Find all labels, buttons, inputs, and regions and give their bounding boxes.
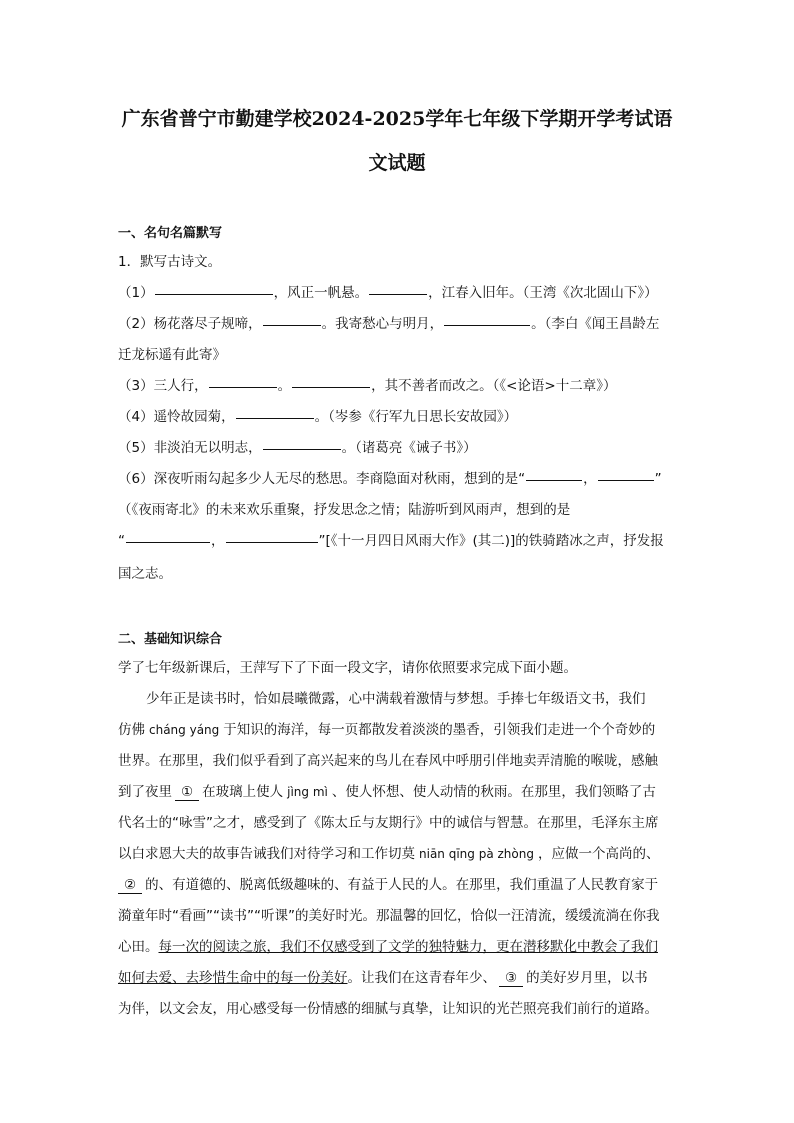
item-text: （3）三人行， xyxy=(118,378,208,394)
question-item-6 xyxy=(118,467,662,487)
item-text: 。（诸葛亮《诫子书》） xyxy=(341,440,477,456)
question-label: 1．默写古诗文。 xyxy=(118,254,222,270)
underlined-sentence: 每一次的阅读之旅，我们不仅感受到了文学的独特魅力，更在潜移默化中教会了我们 xyxy=(158,939,658,955)
question-item-3 xyxy=(118,374,616,394)
passage-line: 世界。在那里，我们似乎看到了高兴起来的鸟儿在春风中呼朋引伴地卖弄清脆的喉咙，感触 xyxy=(118,753,658,769)
answer-blank[interactable] xyxy=(263,448,341,450)
fill-blank-2[interactable]: ② xyxy=(118,878,142,894)
item-text: （2）杨花落尽子规啼， xyxy=(118,316,262,332)
passage-text: 仿佛 xyxy=(118,722,145,738)
question-item-6-cont3: 国之志。 xyxy=(118,566,172,582)
passage-line xyxy=(118,842,659,862)
question-item-2-cont: 迁龙标遥有此寄》 xyxy=(118,347,226,363)
question-item-5 xyxy=(118,436,477,456)
passage-line xyxy=(118,780,656,801)
item-text: ，风正一帆悬。 xyxy=(273,285,369,301)
document-title-continued: 文试题 xyxy=(368,152,426,174)
section-heading: 一、名句名篇默写 xyxy=(118,226,223,241)
answer-blank[interactable] xyxy=(369,293,427,295)
question-item-2 xyxy=(118,312,659,332)
answer-blank[interactable] xyxy=(263,324,321,326)
passage-text: 、使人怀想、使人动情的秋雨。在那里，我们领略了古 xyxy=(331,784,656,800)
fill-blank-1[interactable]: ① xyxy=(175,785,199,801)
item-text: （4）遥怜故园菊， xyxy=(118,409,235,425)
question-item-6-cont2 xyxy=(118,529,664,549)
passage-text: 的美好岁月里，以书 xyxy=(526,970,648,986)
question-item-4 xyxy=(118,405,517,425)
passage-text: 到了夜里 xyxy=(118,784,172,800)
passage-text: 的、有道德的、脱离低级趣味的、有益于人民的人。在那里，我们重温了人民教育家于 xyxy=(145,877,659,893)
underlined-sentence: 如何去爱、去珍惜生命中的每一份美好 xyxy=(118,970,348,986)
passage-line: 漪童年时“看画”“读书”“听课”的美好时光。那温馨的回忆，恰似一汪清流，缓缓流淌在你我 xyxy=(118,908,660,924)
item-text: “ xyxy=(118,533,125,549)
passage-text: ，应做一个高尚的、 xyxy=(537,846,660,862)
passage-text: 。让我们在这青春年少、 xyxy=(347,970,496,986)
item-text: （6）深夜听雨勾起多少人无尽的愁思。李商隐面对秋雨，想到的是“ xyxy=(118,471,526,487)
item-text: ，其不善者而改之。（《<论语>十二章》） xyxy=(371,378,617,394)
item-text: 。（岑参《行军九日思长安故园》） xyxy=(314,409,518,425)
pinyin-prompt: niān qīng pà zhòng xyxy=(419,847,534,861)
pinyin-prompt: cháng yáng xyxy=(149,723,220,737)
question-item-6-cont: （《夜雨寄北》的未来欢乐重聚，抒发思念之情；陆游听到风雨声，想到的是 xyxy=(118,502,571,518)
passage-line xyxy=(118,873,658,894)
passage-text: 以白求恩大夫的故事告诫我们对待学习和工作切莫 xyxy=(118,846,415,862)
fill-blank-3[interactable]: ③ xyxy=(499,971,523,987)
passage-line: 为伴，以文会友，用心感受每一份情感的细腻与真挚，让知识的光芒照亮我们前行的道路。 xyxy=(118,1001,658,1017)
answer-blank[interactable] xyxy=(526,479,582,481)
answer-blank[interactable] xyxy=(226,541,318,543)
passage-text: 于知识的海洋，每一页都散发着淡淡的墨香，引领我们走进一个个奇妙的 xyxy=(223,722,656,738)
passage-text: 在玻璃上使人 xyxy=(202,784,284,800)
item-text: 。（李白《闻王昌龄左 xyxy=(531,316,660,332)
question-item-1 xyxy=(118,281,658,301)
passage-text: 心田。 xyxy=(118,939,159,955)
item-text: ” xyxy=(654,471,662,487)
passage-line: 少年正是读书时，恰如晨曦微露，心中满载着激情与梦想。手捧七年级语文书，我们 xyxy=(146,691,646,707)
item-text: ”[《十一月四日风雨大作》(其二)]的铁骑踏冰之声，抒发报 xyxy=(318,533,664,549)
section-intro: 学了七年级新课后，王萍写下了下面一段文字，请你依照要求完成下面小题。 xyxy=(118,660,577,676)
answer-blank[interactable] xyxy=(209,386,277,388)
item-text: ， xyxy=(583,471,597,487)
passage-line: 代名士的“咏雪”之才，感受到了《陈太丘与友期行》中的诚信与智慧。在那里，毛泽东主席 xyxy=(118,815,659,831)
answer-blank[interactable] xyxy=(126,541,210,543)
item-text: 。我寄愁心与明月， xyxy=(321,316,444,332)
item-text: （1） xyxy=(118,285,154,301)
passage-line xyxy=(118,966,648,987)
answer-blank[interactable] xyxy=(292,386,370,388)
item-text: （5）非淡泊无以明志， xyxy=(118,440,262,456)
document-title: 广东省普宁市勤建学校2024-2025学年七年级下学期开学考试语 xyxy=(121,108,673,130)
passage-line xyxy=(118,718,655,738)
item-text: ， xyxy=(211,533,225,549)
pinyin-prompt: jìng mì xyxy=(287,785,328,799)
answer-blank[interactable] xyxy=(236,417,314,419)
answer-blank[interactable] xyxy=(444,324,530,326)
section-heading: 二、基础知识综合 xyxy=(118,632,223,647)
item-text: 。 xyxy=(277,378,292,394)
answer-blank[interactable] xyxy=(155,293,273,295)
item-text: ，江春入旧年。（王湾《次北固山下》） xyxy=(428,285,658,301)
answer-blank[interactable] xyxy=(598,479,654,481)
passage-line xyxy=(118,935,658,955)
